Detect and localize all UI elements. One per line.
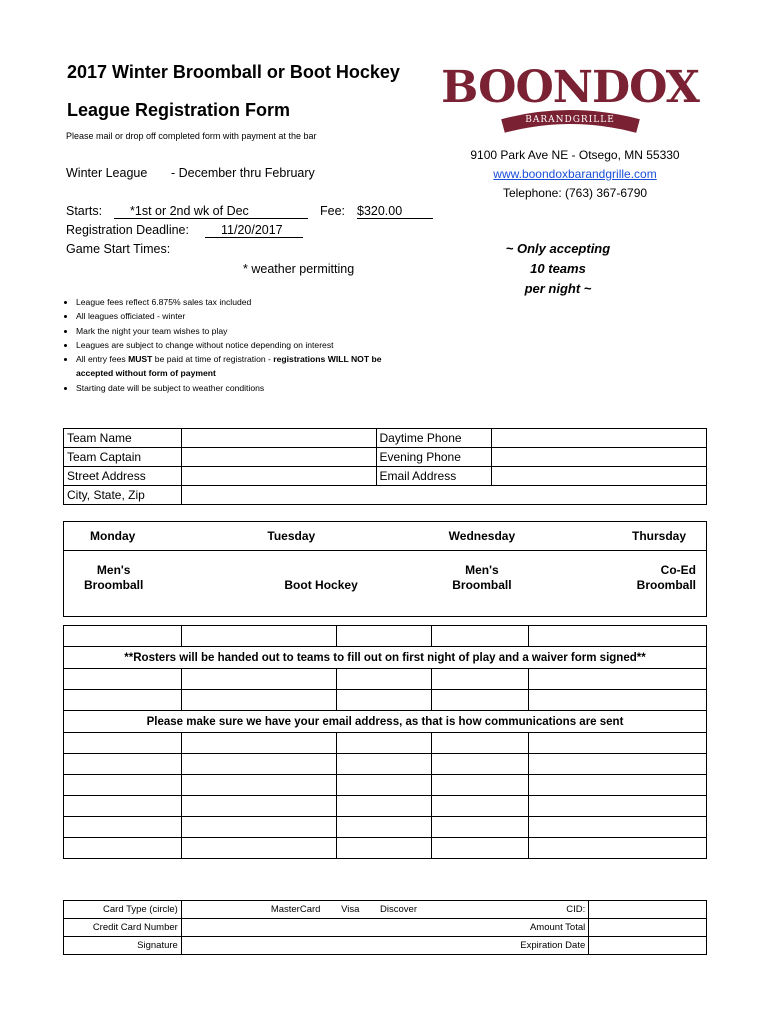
roster-cell[interactable] — [64, 775, 182, 796]
roster-cell[interactable] — [181, 690, 336, 711]
address-block — [430, 146, 720, 203]
city-state-zip-field[interactable] — [181, 486, 706, 505]
roster-cell[interactable] — [432, 690, 529, 711]
instruction-text: Please mail or drop off completed form with payment at the bar — [66, 131, 317, 141]
deadline-label: Registration Deadline: — [66, 223, 189, 237]
starts-label: Starts: — [66, 204, 103, 218]
league-label: Winter League — [66, 166, 148, 180]
deadline-value: 11/20/2017 — [205, 223, 303, 238]
roster-cell[interactable] — [529, 690, 707, 711]
team-name-label: Team Name — [64, 429, 182, 448]
mastercard-option[interactable]: MasterCard — [270, 904, 321, 915]
tuesday-header: Tuesday — [163, 522, 413, 551]
roster-cell[interactable] — [529, 796, 707, 817]
team-info-table — [63, 428, 707, 505]
roster-cell[interactable] — [432, 733, 529, 754]
roster-note: **Rosters will be handed out to teams to fill out on first night of play and a waiver form signed** — [64, 647, 707, 669]
roster-cell[interactable] — [64, 669, 182, 690]
roster-cell[interactable] — [336, 775, 432, 796]
roster-cell[interactable] — [432, 796, 529, 817]
roster-cell[interactable] — [181, 817, 336, 838]
roster-cell[interactable] — [529, 626, 707, 647]
roster-cell[interactable] — [181, 775, 336, 796]
credit-card-number-field[interactable] — [181, 919, 511, 937]
list-item: • All entry fees MUST be paid at time of registration - registrations WILL NOT be accepted without form of payment — [76, 352, 416, 381]
daytime-phone-field[interactable] — [492, 429, 707, 448]
city-state-zip-label: City, State, Zip — [64, 486, 182, 505]
roster-cell[interactable] — [181, 733, 336, 754]
street-address-label: Street Address — [64, 467, 182, 486]
form-title-line2: League Registration Form — [67, 100, 291, 120]
game-times-label: Game Start Times: — [66, 242, 171, 256]
form-title-line1: 2017 Winter Broomball or Boot Hockey — [67, 62, 400, 82]
roster-cell[interactable] — [64, 690, 182, 711]
signature-field[interactable] — [181, 937, 511, 955]
evening-phone-field[interactable] — [492, 448, 707, 467]
days-table — [63, 521, 707, 617]
cid-field[interactable] — [589, 901, 707, 919]
weather-note: * weather permitting — [243, 262, 355, 276]
email-note: Please make sure we have your email address, as that is how communications are sent — [64, 711, 707, 733]
league-dates: - December thru February — [171, 166, 315, 180]
roster-cell[interactable] — [432, 626, 529, 647]
roster-cell[interactable] — [529, 669, 707, 690]
roster-cell[interactable] — [181, 796, 336, 817]
roster-grid — [63, 625, 707, 859]
card-type-options[interactable] — [181, 901, 511, 919]
roster-cell[interactable] — [181, 754, 336, 775]
roster-cell[interactable] — [432, 775, 529, 796]
thursday-header: Thursday — [551, 522, 707, 551]
roster-cell[interactable] — [181, 626, 336, 647]
expiration-date-field[interactable] — [589, 937, 707, 955]
roster-cell[interactable] — [529, 754, 707, 775]
payment-table — [63, 900, 707, 955]
roster-cell[interactable] — [336, 754, 432, 775]
roster-cell[interactable] — [64, 796, 182, 817]
credit-card-number-label: Credit Card Number — [64, 919, 182, 937]
daytime-phone-label: Daytime Phone — [376, 429, 492, 448]
team-captain-field[interactable] — [181, 448, 376, 467]
roster-cell[interactable] — [432, 838, 529, 859]
boondox-logo — [441, 56, 699, 142]
roster-cell[interactable] — [181, 838, 336, 859]
list-item: • Mark the night your team wishes to play — [76, 324, 416, 338]
discover-option[interactable]: Discover — [380, 904, 417, 915]
email-address-label: Email Address — [376, 467, 492, 486]
list-item: • All leagues officiated - winter — [76, 309, 416, 323]
roster-cell[interactable] — [336, 626, 432, 647]
roster-cell[interactable] — [336, 817, 432, 838]
list-item: • Leagues are subject to change without notice depending on interest — [76, 338, 416, 352]
list-item: • Starting date will be subject to weather conditions — [76, 381, 416, 395]
telephone: Telephone: (763) 367-6790 — [502, 186, 648, 200]
roster-cell[interactable] — [336, 690, 432, 711]
expiration-date-label: Expiration Date — [511, 937, 589, 955]
cid-label: CID: — [511, 901, 589, 919]
team-name-field[interactable] — [181, 429, 376, 448]
list-item: • League fees reflect 6.875% sales tax included — [76, 295, 416, 309]
evening-phone-label: Evening Phone — [376, 448, 492, 467]
roster-cell[interactable] — [432, 817, 529, 838]
roster-cell[interactable] — [336, 669, 432, 690]
accepting-note: ~ Only accepting 10 teams per night ~ — [505, 241, 611, 296]
roster-cell[interactable] — [432, 669, 529, 690]
roster-cell[interactable] — [529, 817, 707, 838]
roster-cell[interactable] — [529, 775, 707, 796]
logo-tagline: BARANDGRILLE — [525, 115, 615, 125]
fee-label: Fee: — [320, 204, 346, 218]
roster-cell[interactable] — [181, 669, 336, 690]
roster-cell[interactable] — [336, 733, 432, 754]
starts-value: *1st or 2nd wk of Dec — [114, 204, 308, 219]
visa-option[interactable]: Visa — [341, 904, 360, 915]
roster-cell[interactable] — [64, 733, 182, 754]
roster-cell[interactable] — [64, 754, 182, 775]
team-captain-label: Team Captain — [64, 448, 182, 467]
street-address-field[interactable] — [181, 467, 376, 486]
logo-name: BOONDOX — [441, 62, 699, 113]
tuesday-option[interactable]: Boot Hockey — [284, 577, 358, 592]
wednesday-header: Wednesday — [413, 522, 551, 551]
rules-list — [63, 295, 416, 395]
roster-cell[interactable] — [336, 838, 432, 859]
roster-cell[interactable] — [336, 796, 432, 817]
signature-label: Signature — [64, 937, 182, 955]
roster-cell[interactable] — [529, 733, 707, 754]
email-address-field[interactable] — [492, 467, 707, 486]
monday-option[interactable]: Men's Broomball — [84, 562, 144, 592]
website-link[interactable]: www.boondoxbarandgrille.com — [493, 167, 657, 181]
roster-cell[interactable] — [64, 626, 182, 647]
street-address: 9100 Park Ave NE - Otsego, MN 55330 — [470, 148, 680, 162]
card-type-label: Card Type (circle) — [64, 901, 182, 919]
roster-cell[interactable] — [432, 754, 529, 775]
amount-total-field[interactable] — [589, 919, 707, 937]
amount-total-label: Amount Total — [511, 919, 589, 937]
thursday-option[interactable]: Co-Ed Broomball — [636, 562, 696, 592]
roster-cell[interactable] — [529, 838, 707, 859]
roster-cell[interactable] — [64, 817, 182, 838]
roster-cell[interactable] — [64, 838, 182, 859]
monday-header: Monday — [64, 522, 164, 551]
fee-value: $320.00 — [357, 204, 433, 219]
wednesday-option[interactable]: Men's Broomball — [452, 562, 512, 592]
